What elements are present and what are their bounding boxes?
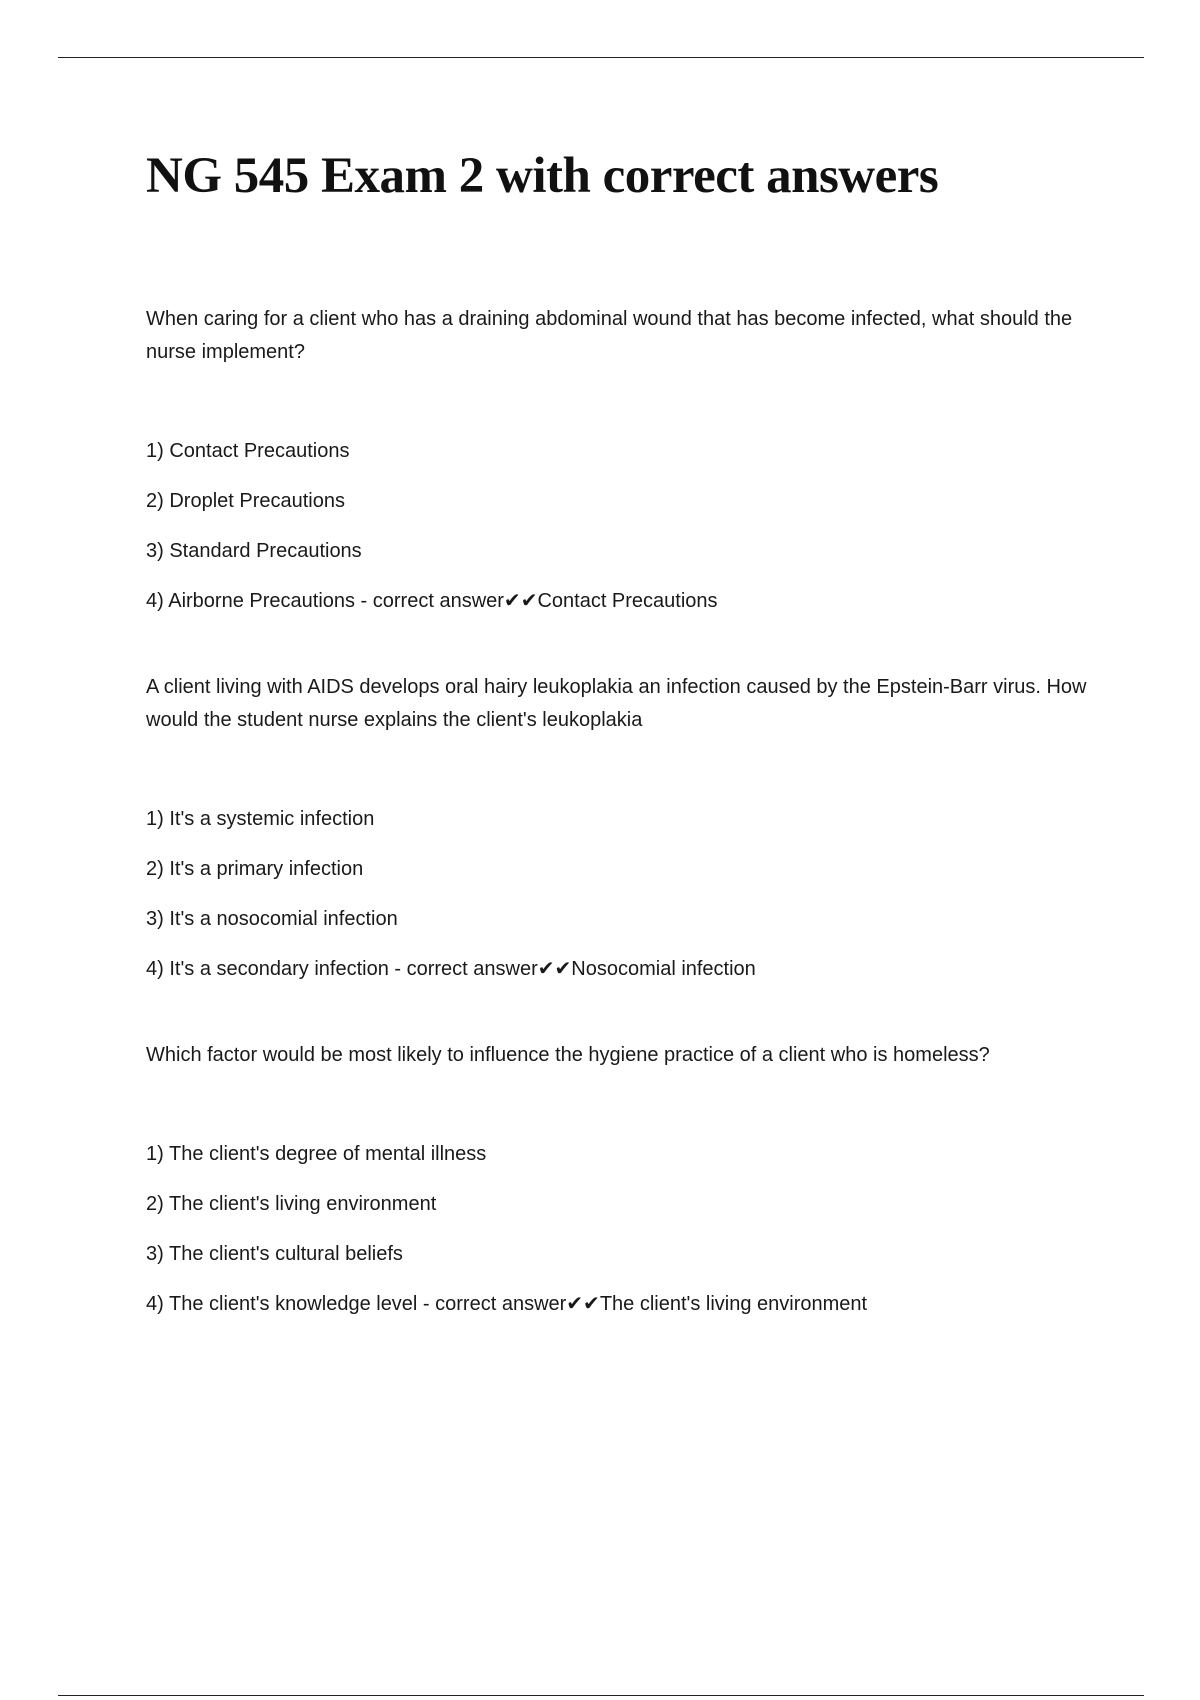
answer-option-with-key: 4) It's a secondary infection - correct answer✔✔Nosocomial infection [146, 958, 756, 980]
answer-option-with-key: 4) The client's knowledge level - correct answer✔✔The client's living environment [146, 1293, 868, 1315]
question-text: A client living with AIDS develops oral hairy leukoplakia an infection caused by the Epstein-Barr virus. How would the student nurse explains the client's leukoplakia [146, 676, 1087, 731]
answer-option-with-key: 4) Airborne Precautions - correct answer✔✔Contact Precautions [146, 590, 718, 612]
answer-option: 1) Contact Precautions [146, 440, 350, 462]
answer-options [146, 803, 1096, 986]
question-3 [146, 1039, 1096, 1321]
answer-option: 3) It's a nosocomial infection [146, 908, 398, 930]
answer-option: 3) Standard Precautions [146, 540, 362, 562]
answer-option: 2) The client's living environment [146, 1193, 437, 1215]
question-2 [146, 671, 1096, 986]
answer-options [146, 1138, 1096, 1321]
top-divider [58, 57, 1144, 58]
question-text: When caring for a client who has a draining abdominal wound that has become infected, what should the nurse implement? [146, 308, 1073, 363]
bottom-divider [58, 1695, 1144, 1696]
question-1 [146, 303, 1096, 618]
answer-option: 2) Droplet Precautions [146, 490, 345, 512]
answer-option: 2) It's a primary infection [146, 858, 364, 880]
question-text: Which factor would be most likely to influence the hygiene practice of a client who is homeless? [146, 1044, 990, 1066]
answer-option: 3) The client's cultural beliefs [146, 1243, 403, 1265]
exam-content [146, 303, 1096, 1321]
page-title: NG 545 Exam 2 with correct answers [146, 148, 939, 204]
answer-option: 1) The client's degree of mental illness [146, 1143, 487, 1165]
answer-options [146, 435, 1096, 618]
answer-option: 1) It's a systemic infection [146, 808, 375, 830]
